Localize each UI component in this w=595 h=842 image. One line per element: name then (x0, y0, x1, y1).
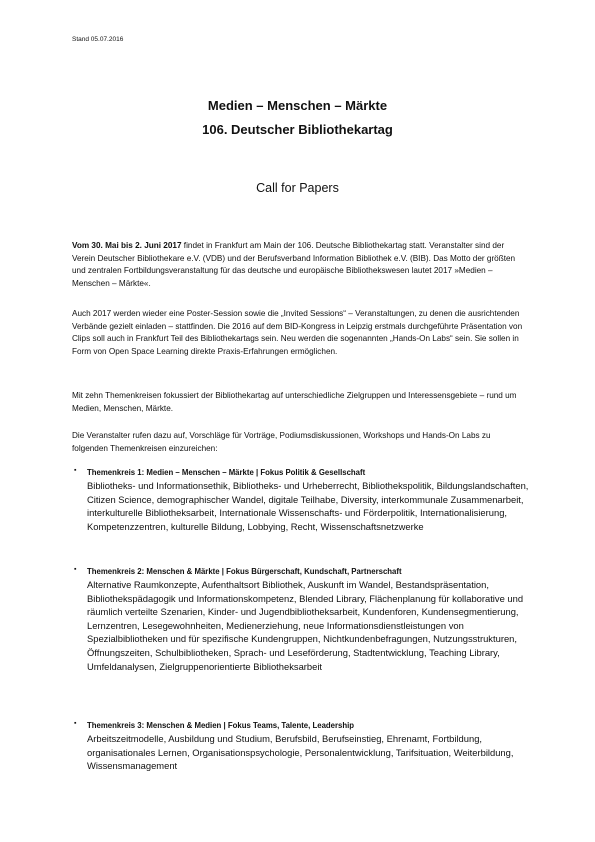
topic-item (72, 720, 532, 773)
topic-item (72, 467, 532, 533)
intro-paragraph (72, 240, 524, 291)
bullet-icon: ▪ (74, 566, 77, 573)
document-date-stamp: Stand 05.07.2016 (72, 36, 124, 43)
topic-heading: Themenkreis 3: Menschen & Medien | Fokus Teams, Talente, Leadership (87, 721, 355, 730)
intro-dates: Vom 30. Mai bis 2. Juni 2017 (72, 241, 182, 250)
bullet-icon: ▪ (74, 720, 77, 727)
call-for-papers-heading: Call for Papers (256, 181, 339, 195)
topic-keywords: Arbeitszeitmodelle, Ausbildung und Studium, Berufsbild, Berufseinstieg, Ehrenamt, Fortbildung, organisationales Lernen, Organisationspsychologie, Personalentwicklung, Tarifsituation, Weiterbildung, Wissensmanagement (87, 733, 514, 772)
intro-text: findet in Frankfurt am Main der 106. Deutsche Bibliothekartag statt. Veranstalter sind der Verein Deutscher Bibliothekare e.V. (VDB) und der Berufsverband Information Bibliothek e.V. (BIB). Das Motto der größten und zentralen Fortbildungsveranstaltung für das deutsche und europäische Bibliothekswesen lautet 2017 »Medien – Menschen – Märkte«. (72, 241, 516, 289)
topic-keywords: Alternative Raumkonzepte, Aufenthaltsort Bibliothek, Auskunft im Wandel, Bestandspräsentation, Bibliothekspädagogik und Informationskompetenz, Blended Library, Flächenplanung für kollaborative und räumlich verteilte Szenarien, Kinder- und Jugendbibliotheksarbeit, Kundenforen, Kundensegmentierung, Lernzentren, Lesegewohnheiten, Medienerziehung, neue Informationsdienstleistungen von Spezialbibliotheken und für spezifische Kundengruppen, Nichtkundenbefragungen, Nutzungsstrukturen, Öffnungszeiten, Schulbibliotheken, Sprach- und Leseförderung, Stadtentwicklung, Teaching Library, Umfeldanalysen, Zielgruppenorientierte Bibliotheksarbeit (87, 579, 524, 672)
bullet-icon: ▪ (74, 467, 77, 474)
call-paragraph: Die Veranstalter rufen dazu auf, Vorschläge für Vorträge, Podiumsdiskussionen, Workshops und Hands-On Labs zu folgenden Themenkreisen einzureichen: (72, 431, 491, 453)
topic-heading: Themenkreis 1: Medien – Menschen – Märkte | Fokus Politik & Gesellschaft (87, 468, 366, 477)
document-title: Medien – Menschen – Märkte (207, 98, 388, 113)
themes-paragraph: Mit zehn Themenkreisen fokussiert der Bibliothekartag auf unterschiedliche Zielgruppen und Interessensgebiete – rund um Medien, Menschen, Märkte. (72, 391, 517, 413)
poster-session-paragraph: Auch 2017 werden wieder eine Poster-Session sowie die „Invited Sessions“ – Veranstaltungen, zu denen die ausrichtenden Verbände gezielt einladen – stattfinden. Die 2016 auf dem BID-Kongress in Leipzig erstmals durchgeführte Präsentation von Clips soll auch in Frankfurt Teil des Bibliothekartags sein. Neu werden die sogenannten „Hands-On Labs“ sein. Sie sollen in Form von Open Space Learning direkte Praxis-Erfahrungen ermöglichen. (72, 309, 523, 357)
document-subtitle-event: 106. Deutscher Bibliothekartag (202, 122, 393, 137)
topic-keywords: Bibliotheks- und Informationsethik, Bibliotheks- und Urheberrecht, Bibliothekspolitik, Bildungslandschaften, Citizen Science, demographischer Wandel, digitale Teilhabe, Diversity, interkommunale Zusammenarbeit, interkulturelle Bibliotheksarbeit, Internationale Wissenschafts- und Förderpolitik, Internationalisierung, Kompetenzzentren, kulturelle Bildung, Lobbying, Recht, Wissenschaftsnetzwerke (87, 480, 529, 532)
topic-item (72, 566, 532, 673)
topic-heading: Themenkreis 2: Menschen & Märkte | Fokus Bürgerschaft, Kundschaft, Partnerschaft (87, 567, 402, 576)
